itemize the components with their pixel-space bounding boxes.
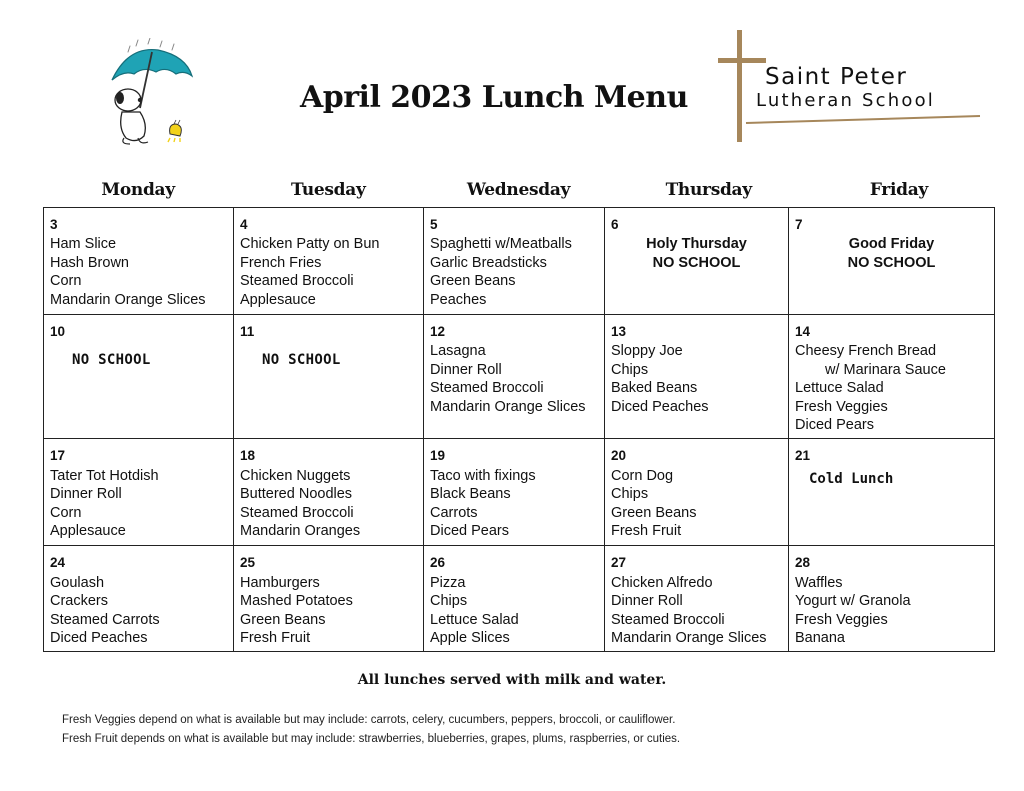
menu-item: Crackers xyxy=(50,593,109,610)
day-header: Friday xyxy=(869,180,928,200)
menu-item: Corn Dog xyxy=(611,467,674,484)
day-date: 24 xyxy=(50,555,66,571)
day-date: 12 xyxy=(430,324,446,339)
day-date: 26 xyxy=(430,555,446,571)
menu-item: Banana xyxy=(795,630,845,647)
day-cell xyxy=(424,315,605,439)
page-title: April 2023 Lunch Menu xyxy=(300,80,688,115)
menu-item: Diced Pears xyxy=(795,417,874,434)
snoopy-umbrella-illustration xyxy=(100,38,200,148)
menu-item: French Fries xyxy=(240,254,322,271)
day-date: 18 xyxy=(240,448,256,464)
menu-item: Mandarin Orange Slices xyxy=(50,291,206,308)
menu-item: Green Beans xyxy=(611,504,697,521)
menu-item: Steamed Carrots xyxy=(50,611,160,628)
day-cell xyxy=(234,208,424,315)
day-date: 11 xyxy=(240,324,255,339)
menu-item: w/ Marinara Sauce xyxy=(825,361,946,378)
school-logo xyxy=(712,28,1002,146)
menu-item: Chips xyxy=(430,593,468,610)
menu-item: Waffles xyxy=(795,574,843,591)
day-header: Tuesday xyxy=(291,180,366,200)
menu-item: Steamed Broccoli xyxy=(611,611,725,628)
day-header: Thursday xyxy=(665,180,752,200)
menu-item: Yogurt w/ Granola xyxy=(795,593,911,610)
footnotes xyxy=(62,711,680,749)
menu-item: Hamburgers xyxy=(240,574,320,591)
menu-item: Chicken Patty on Bun xyxy=(240,236,380,253)
menu-item: Peaches xyxy=(430,291,487,308)
week-row xyxy=(44,315,995,439)
menu-item: Dinner Roll xyxy=(611,593,683,610)
day-cell xyxy=(789,315,995,439)
menu-item: Steamed Broccoli xyxy=(430,380,544,397)
menu-item: Mandarin Orange Slices xyxy=(611,630,767,647)
menu-item: Chips xyxy=(611,486,649,503)
day-date: 14 xyxy=(795,324,811,339)
menu-item: Lettuce Salad xyxy=(430,611,519,628)
menu-item: Chicken Nuggets xyxy=(240,467,351,484)
menu-item: Lettuce Salad xyxy=(795,380,884,397)
day-cell xyxy=(789,208,995,315)
menu-item: Goulash xyxy=(50,574,105,591)
day-cell xyxy=(44,315,234,439)
day-date: 5 xyxy=(430,217,438,232)
veggie-note: Fresh Veggies depend on what is available but may include: carrots, celery, cucumbers, peppers, broccoli, or cauliflower. xyxy=(62,714,676,726)
cold-lunch-label: Cold Lunch xyxy=(809,470,894,487)
menu-item: Ham Slice xyxy=(50,236,117,253)
milk-water-note: All lunches served with milk and water. xyxy=(357,672,667,688)
day-header: Wednesday xyxy=(466,180,571,200)
menu-item: Mashed Potatoes xyxy=(240,593,353,610)
menu-item: Corn xyxy=(50,504,82,521)
fruit-note: Fresh Fruit depends on what is available but may include: strawberries, blueberries, grapes, plums, raspberries, or cuties. xyxy=(62,733,681,745)
menu-item: Chips xyxy=(611,361,649,378)
day-cell xyxy=(234,546,424,652)
day-cell xyxy=(234,315,424,439)
day-date: 20 xyxy=(611,448,627,464)
menu-item: Hash Brown xyxy=(50,254,129,271)
day-cell xyxy=(44,546,234,652)
day-date: 25 xyxy=(240,555,256,571)
menu-item: Baked Beans xyxy=(611,380,698,397)
school-name-line2: Lutheran School xyxy=(756,90,935,111)
menu-item: Green Beans xyxy=(240,611,326,628)
menu-item: Black Beans xyxy=(430,486,511,503)
day-date: 17 xyxy=(50,448,66,464)
menu-item: Tater Tot Hotdish xyxy=(50,467,159,484)
menu-item: Diced Peaches xyxy=(50,630,148,647)
day-cell xyxy=(234,439,424,546)
menu-item: Fresh Fruit xyxy=(240,630,311,647)
menu-item: Pizza xyxy=(430,574,466,591)
week-row xyxy=(44,208,995,315)
menu-item: Cheesy French Bread xyxy=(795,343,937,360)
day-cell xyxy=(789,546,995,652)
menu-item: Diced Peaches xyxy=(611,398,709,415)
menu-item: Steamed Broccoli xyxy=(240,504,354,521)
menu-item: Lasagna xyxy=(430,343,486,360)
menu-item: Spaghetti w/Meatballs xyxy=(430,236,572,253)
menu-item: Fresh Veggies xyxy=(795,611,888,628)
menu-item: Sloppy Joe xyxy=(611,343,683,360)
day-cell xyxy=(605,208,789,315)
day-date: 10 xyxy=(50,324,66,339)
menu-item: Garlic Breadsticks xyxy=(430,254,547,271)
menu-item: Mandarin Orange Slices xyxy=(430,398,586,415)
day-date: 4 xyxy=(240,217,248,232)
menu-item: Applesauce xyxy=(50,523,126,540)
menu-item: Buttered Noodles xyxy=(240,486,353,503)
menu-item: Chicken Alfredo xyxy=(611,574,713,591)
day-date: 3 xyxy=(50,217,58,232)
day-date: 28 xyxy=(795,555,811,571)
day-cell xyxy=(605,439,789,546)
day-date: 7 xyxy=(795,217,803,232)
menu-item: Apple Slices xyxy=(430,630,510,647)
day-cell xyxy=(44,208,234,315)
day-cell xyxy=(424,208,605,315)
menu-item: Corn xyxy=(50,273,82,290)
week-row xyxy=(44,439,995,546)
menu-item: Taco with fixings xyxy=(430,467,536,484)
day-date: 19 xyxy=(430,448,446,464)
school-name-line1: Saint Peter xyxy=(765,64,908,90)
holiday-label: Holy Thursday xyxy=(646,236,747,253)
weekday-header-row xyxy=(43,180,994,208)
day-date: 13 xyxy=(611,324,627,339)
day-cell xyxy=(605,315,789,439)
day-cell xyxy=(424,546,605,652)
menu-item: Dinner Roll xyxy=(430,361,502,378)
day-cell xyxy=(789,439,995,546)
day-cell xyxy=(605,546,789,652)
week-row xyxy=(44,546,995,652)
holiday-label: NO SCHOOL xyxy=(847,254,936,271)
day-cell xyxy=(44,439,234,546)
menu-item: Steamed Broccoli xyxy=(240,273,354,290)
no-school-label: NO SCHOOL xyxy=(262,352,341,369)
menu-item: Carrots xyxy=(430,504,478,521)
day-header: Monday xyxy=(101,180,175,200)
menu-item: Applesauce xyxy=(240,291,316,308)
menu-item: Dinner Roll xyxy=(50,486,122,503)
no-school-label: NO SCHOOL xyxy=(72,352,151,369)
day-date: 6 xyxy=(611,217,619,232)
holiday-label: NO SCHOOL xyxy=(652,254,741,271)
lunch-menu-calendar xyxy=(43,207,995,652)
day-cell xyxy=(424,439,605,546)
menu-item: Mandarin Oranges xyxy=(240,523,361,540)
menu-item: Green Beans xyxy=(430,273,516,290)
holiday-label: Good Friday xyxy=(848,236,935,253)
day-date: 27 xyxy=(611,555,627,571)
day-date: 21 xyxy=(795,448,811,464)
menu-item: Fresh Veggies xyxy=(795,398,888,415)
menu-item: Fresh Fruit xyxy=(611,523,682,540)
menu-item: Diced Pears xyxy=(430,523,509,540)
